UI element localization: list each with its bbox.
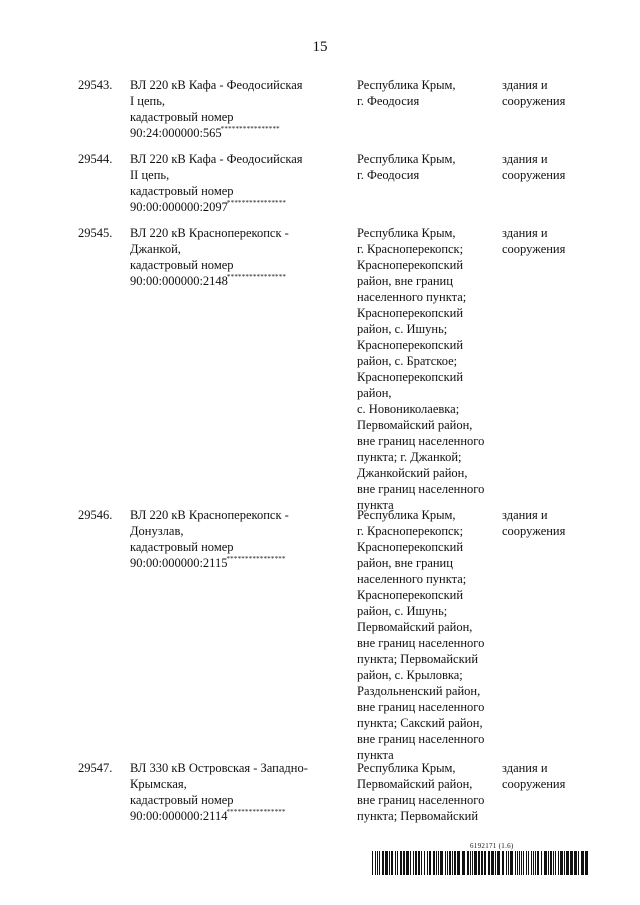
barcode-bar (429, 851, 431, 875)
description-line: кадастровый номер (130, 184, 234, 198)
location-line: населенного пункта; (357, 290, 467, 304)
barcode-bar (560, 851, 563, 875)
location-line: Республика Крым, (357, 226, 456, 240)
cadastral-line (130, 273, 350, 289)
location-line: Раздольненский район, (357, 684, 481, 698)
barcode-bar (506, 851, 507, 875)
redaction-stars: **************** (226, 555, 286, 563)
barcode-bar (415, 851, 417, 875)
barcode-bar (440, 851, 443, 875)
barcode-bar (555, 851, 556, 875)
location-line: район, с. Братское; (357, 354, 458, 368)
barcode-bar (488, 851, 490, 875)
location-line: Красноперекопский (357, 338, 464, 352)
location-line: район, вне границ (357, 556, 453, 570)
location-line: Красноперекопский (357, 306, 464, 320)
barcode-bar (472, 851, 473, 875)
location-line: вне границ населенного (357, 732, 485, 746)
entry-number: 29547. (78, 761, 113, 775)
barcode-bar (413, 851, 414, 875)
description-line: ВЛ 220 кВ Красноперекопск - (130, 226, 289, 240)
redaction-stars: **************** (220, 125, 280, 133)
barcode-bar (385, 851, 388, 875)
barcode-bar (508, 851, 509, 875)
location-line: Джанкойский район, (357, 466, 468, 480)
barcode-bar (484, 851, 486, 875)
barcode-bar (470, 851, 471, 875)
barcode-bar (581, 851, 584, 875)
category-line: сооружения (502, 168, 566, 182)
description-line: ВЛ 330 кВ Островская - Западно- (130, 761, 308, 775)
entry-description (130, 225, 350, 289)
location-line: вне границ населенного (357, 636, 485, 650)
barcode-bar (379, 851, 380, 875)
description-line: Крымская, (130, 777, 187, 791)
barcode-bar (454, 851, 456, 875)
location-line: Красноперекопский (357, 588, 464, 602)
category-line: здания и (502, 508, 548, 522)
barcode-bar (497, 851, 500, 875)
barcode-bar (550, 851, 552, 875)
redaction-stars: **************** (226, 273, 287, 281)
barcode-bar (533, 851, 534, 875)
description-line: Джанкой, (130, 242, 181, 256)
barcode-bar (452, 851, 453, 875)
location-line: вне границ населенного (357, 482, 485, 496)
barcode-bar (537, 851, 539, 875)
barcode-bar (457, 851, 460, 875)
barcode-bar (462, 851, 465, 875)
category-line: здания и (502, 226, 548, 240)
barcode-bar (418, 851, 420, 875)
entry-number: 29543. (78, 78, 113, 92)
location-line: район, с. Крыловка; (357, 668, 463, 682)
barcode-bar (558, 851, 559, 875)
barcode-bar (564, 851, 565, 875)
barcode-bar (424, 851, 425, 875)
barcode-bar (372, 851, 373, 875)
barcode-bar (535, 851, 536, 875)
cadastral-number: 90:00:000000:2114 (130, 809, 228, 823)
barcode-bar (517, 851, 518, 875)
description-line: кадастровый номер (130, 540, 234, 554)
entry-number: 29546. (78, 508, 113, 522)
barcode-code: 6192171 (1.6) (470, 842, 514, 850)
barcode-bar (585, 851, 588, 875)
category-line: здания и (502, 761, 548, 775)
barcode-bar (495, 851, 496, 875)
description-line: Донузлав, (130, 524, 184, 538)
barcode-bar (467, 851, 469, 875)
barcode-bar (421, 851, 422, 875)
location-line: г. Красноперекопск; (357, 524, 464, 538)
entry-location (357, 760, 497, 824)
barcode-bar (436, 851, 437, 875)
location-line: пункта (357, 748, 394, 762)
location-line: пункта; Сакский район, (357, 716, 483, 730)
barcode-bar (519, 851, 520, 875)
description-line: кадастровый номер (130, 258, 234, 272)
category-line: здания и (502, 152, 548, 166)
barcode-bar (449, 851, 451, 875)
description-line: ВЛ 220 кВ Кафа - Феодосийская (130, 78, 303, 92)
barcode-bar (541, 851, 542, 875)
location-line: район, вне границ (357, 274, 453, 288)
location-line: вне границ населенного (357, 700, 485, 714)
cadastral-number: 90:00:000000:2097 (130, 200, 228, 214)
barcode-bar (375, 851, 376, 875)
location-line: Республика Крым, (357, 508, 456, 522)
entry-description (130, 151, 350, 215)
barcode-bar (403, 851, 405, 875)
location-line: Первомайский район, (357, 418, 473, 432)
barcode-bar (574, 851, 577, 875)
location-line: Красноперекопский (357, 370, 464, 384)
barcode-bar (553, 851, 554, 875)
entry-number: 29545. (78, 226, 113, 240)
location-line: пункта; Первомайский (357, 809, 479, 823)
barcode-bar (578, 851, 579, 875)
barcode-bar (382, 851, 384, 875)
location-line: Первомайский район, (357, 620, 473, 634)
entry-description (130, 77, 350, 141)
barcode-bar (523, 851, 524, 875)
barcode-bar (427, 851, 428, 875)
barcode-bar (438, 851, 439, 875)
entry-category (502, 77, 612, 109)
redaction-stars: **************** (226, 808, 286, 816)
description-line: ВЛ 220 кВ Кафа - Феодосийская (130, 152, 303, 166)
location-line: Первомайский район, (357, 777, 473, 791)
cadastral-line (130, 555, 350, 571)
entry-description (130, 760, 350, 824)
location-line: район, (357, 386, 392, 400)
barcode-bar (510, 851, 513, 875)
location-line: с. Новониколаевка; (357, 402, 460, 416)
barcode-bar (478, 851, 480, 875)
entry-number: 29544. (78, 152, 113, 166)
barcode-bar (531, 851, 532, 875)
cadastral-line (130, 199, 350, 215)
entry-category (502, 507, 612, 539)
page-number: 15 (312, 39, 328, 55)
category-line: сооружения (502, 777, 566, 791)
location-line: вне границ населенного (357, 793, 485, 807)
category-line: сооружения (502, 94, 566, 108)
barcode-bar (447, 851, 448, 875)
barcode-bar (433, 851, 435, 875)
location-line: Республика Крым, (357, 152, 456, 166)
entry-location (357, 225, 497, 513)
barcode-bar (515, 851, 516, 875)
barcode-bar (491, 851, 494, 875)
barcode-bar (391, 851, 393, 875)
description-line: ВЛ 220 кВ Красноперекопск - (130, 508, 289, 522)
category-line: сооружения (502, 242, 566, 256)
barcode-bar (528, 851, 529, 875)
description-line: I цепь, (130, 94, 166, 108)
barcode-bar (406, 851, 409, 875)
location-line: пункта; Первомайский (357, 652, 479, 666)
cadastral-line (130, 808, 350, 824)
barcode-bar (389, 851, 390, 875)
entry-description (130, 507, 350, 571)
description-line: II цепь, (130, 168, 170, 182)
location-line: Красноперекопский (357, 540, 464, 554)
description-line: кадастровый номер (130, 110, 234, 124)
barcode-bar (445, 851, 446, 875)
cadastral-number: 90:00:000000:2115 (130, 556, 228, 570)
location-line: вне границ населенного (357, 434, 485, 448)
barcode-bar (521, 851, 522, 875)
entry-location (357, 77, 497, 109)
barcode-bar (544, 851, 547, 875)
location-line: г. Красноперекопск; (357, 242, 464, 256)
category-line: здания и (502, 78, 548, 92)
barcode-bar (400, 851, 402, 875)
category-line: сооружения (502, 524, 566, 538)
location-line: район, с. Ишунь; (357, 322, 448, 336)
barcode-bar (481, 851, 483, 875)
location-line: пункта; г. Джанкой; (357, 450, 462, 464)
location-line: Республика Крым, (357, 761, 456, 775)
entry-category (502, 225, 612, 257)
cadastral-number: 90:00:000000:2148 (130, 274, 228, 288)
location-line: населенного пункта; (357, 572, 467, 586)
location-line: г. Феодосия (357, 168, 420, 182)
barcode-bar (526, 851, 527, 875)
barcode-bar (566, 851, 569, 875)
entry-category (502, 151, 612, 183)
location-line: г. Феодосия (357, 94, 420, 108)
entry-category (502, 760, 612, 792)
description-line: кадастровый номер (130, 793, 234, 807)
barcode-bar (410, 851, 411, 875)
barcode-bar (395, 851, 396, 875)
barcode-bar (474, 851, 477, 875)
barcode (372, 851, 590, 875)
barcode-bar (548, 851, 549, 875)
barcode-bar (377, 851, 378, 875)
location-line: Республика Крым, (357, 78, 456, 92)
barcode-bar (397, 851, 398, 875)
location-line: район, с. Ишунь; (357, 604, 448, 618)
location-line: Красноперекопский (357, 258, 464, 272)
entry-location (357, 507, 497, 763)
barcode-bar (502, 851, 504, 875)
entry-location (357, 151, 497, 183)
redaction-stars: **************** (226, 199, 287, 207)
barcode-bar (570, 851, 573, 875)
location-line: пункта (357, 498, 394, 512)
cadastral-number: 90:24:000000:565 (130, 126, 222, 140)
cadastral-line (130, 125, 350, 141)
